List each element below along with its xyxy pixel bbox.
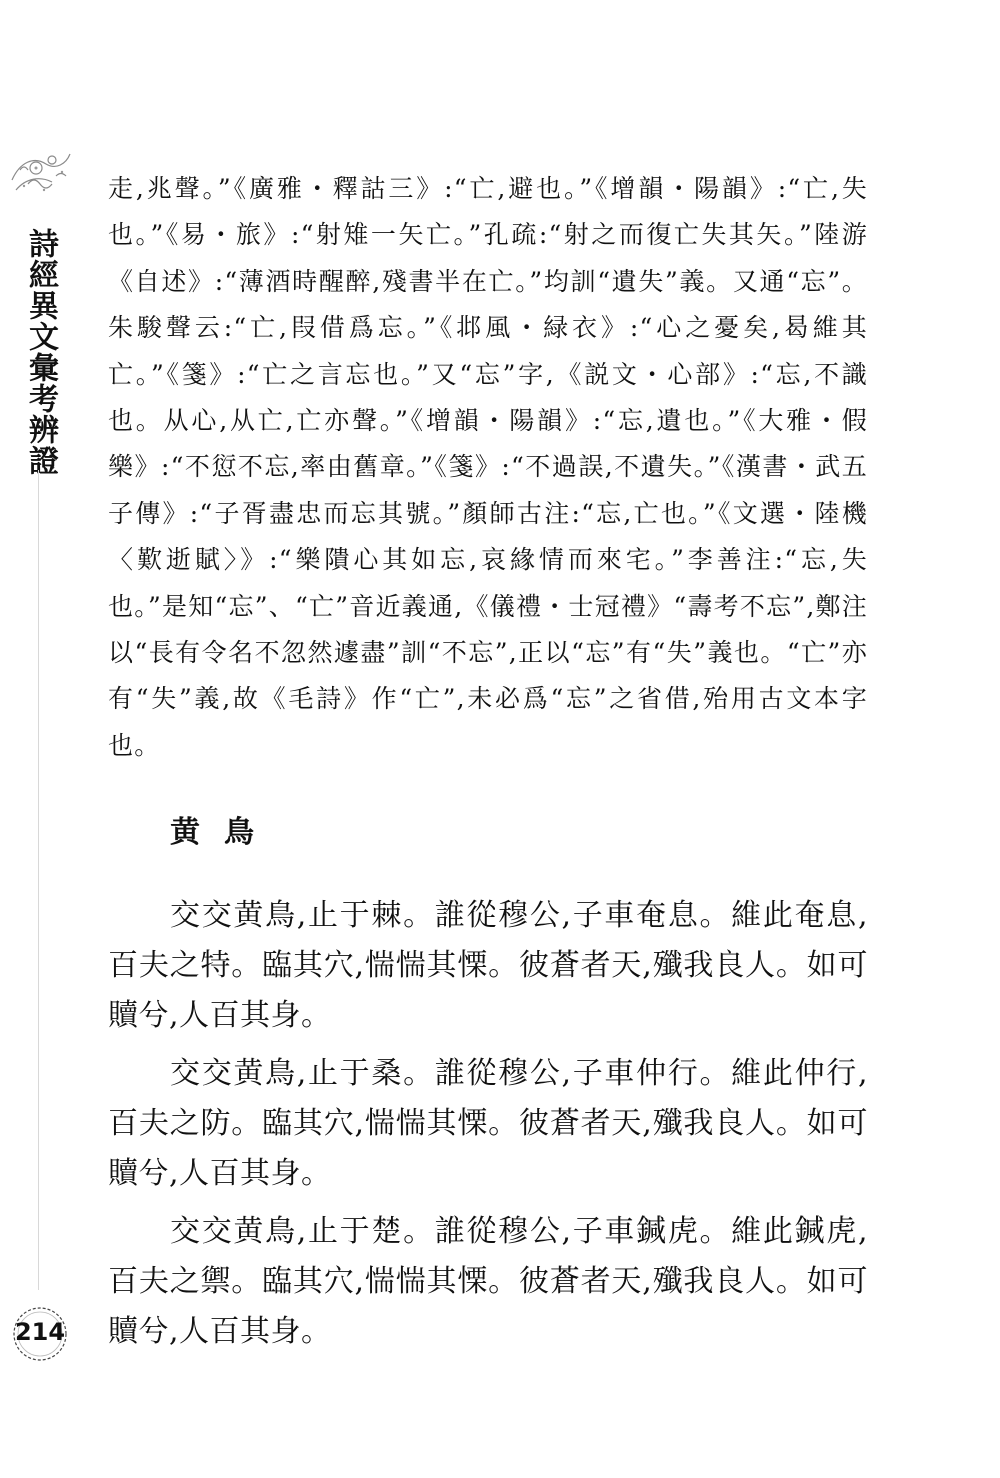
section-heading: 黄鳥: [170, 815, 278, 851]
commentary-block: [108, 166, 868, 769]
page-number-text: 214: [14, 1318, 66, 1346]
page-body: [108, 166, 868, 1365]
poem-block: [108, 891, 868, 1357]
floral-ornament-icon: [6, 142, 76, 202]
commentary-paragraph: 走,兆聲。”《廣雅・釋詁三》:“亡,避也。”《增韻・陽韻》:“亡,失也。”《易・旅》:“射雉一矢亡。”孔疏:“射之而復亡失其矢。”陸游《自述》:“薄酒時醒醉,殘書半在亡。”均訓“遺失”義。又通“忘”。朱駿聲云:“亡,叚借爲忘。”《邶風・緑衣》:“心之憂矣,曷維其亡。”《箋》:“亡之言忘也。”又“忘”字,《説文・心部》:“忘,不識也。从心,从亡,亡亦聲。”《增韻・陽韻》:“忘,遺也。”《大雅・假樂》:“不愆不忘,率由舊章。”《箋》:“不過誤,不遺失。”《漢書・武五子傳》:“子胥盡忠而忘其號。”顏師古注:“忘,亡也。”《文選・陸機〈歎逝賦〉》:“樂隤心其如忘,哀緣情而來宅。”李善注:“忘,失也。”是知“忘”、“亡”音近義通,《儀禮・士冠禮》“壽考不忘”,鄭注以“長有令名不忽然遽盡”訓“不忘”,正以“忘”有“失”義也。“亡”亦有“失”義,故《毛詩》作“亡”,未必爲“忘”之省借,殆用古文本字也。: [108, 174, 868, 760]
poem-stanza: 交交黄鳥,止于棘。誰從穆公,子車奄息。維此奄息,百夫之特。臨其穴,惴惴其慄。彼蒼者天,殲我良人。如可贖兮,人百其身。: [108, 898, 868, 1034]
margin-rule: [38, 470, 39, 1290]
running-header-title: 詩經異文彙考辨證: [23, 228, 58, 476]
poem-stanza: 交交黄鳥,止于楚。誰從穆公,子車鍼虎。維此鍼虎,百夫之禦。臨其穴,惴惴其慄。彼蒼者天,殲我良人。如可贖兮,人百其身。: [108, 1214, 868, 1350]
poem-stanza: 交交黄鳥,止于桑。誰從穆公,子車仲行。維此仲行,百夫之防。臨其穴,惴惴其慄。彼蒼者天,殲我良人。如可贖兮,人百其身。: [108, 1056, 868, 1192]
page-number: [10, 1304, 70, 1364]
